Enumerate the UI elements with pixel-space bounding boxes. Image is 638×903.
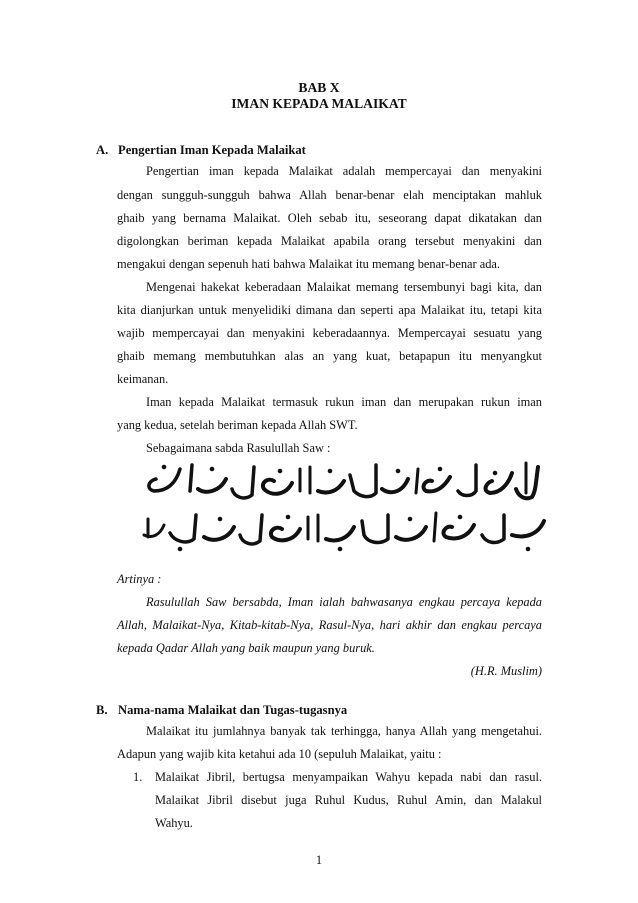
translation-line: Allah, Malaikat-Nya, Kitab-kitab-Nya, Rasul-Nya, hari akhir dan engkau percaya — [117, 618, 542, 632]
paragraph-line: ghaib memang membutuhkan alas an yang kuat, betapapun itu menyangkut — [117, 349, 542, 363]
paragraph-line: mengakui dengan sepenuh hati bahwa Malaikat itu memang benar-benar ada. — [117, 257, 501, 271]
list-item-continuation: Malaikat Jibril disebut juga Ruhul Kudus, Ruhul Amin, dan Malakul — [155, 793, 542, 807]
paragraph-line: Pengertian iman kepada Malaikat adalah mempercayai dan menyakini — [146, 164, 542, 178]
translation-line: Rasulullah Saw bersabda, Iman ialah bahwasanya engkau percaya kepada — [146, 595, 542, 609]
section-a-label: A. — [96, 143, 109, 157]
chapter-subtitle: IMAN KEPADA MALAIKAT — [231, 96, 407, 111]
paragraph-line: kita dianjurkan untuk menyelidiki dimana dan seperti apa Malaikat itu, tetapi kita — [117, 303, 542, 317]
paragraph-line: digolongkan beriman kepada Malaikat apabila orang tersebut menyakini dan — [117, 234, 542, 248]
chapter-title: BAB X — [298, 80, 340, 95]
list-item-continuation: Wahyu. — [155, 816, 193, 830]
paragraph-line: Iman kepada Malaikat termasuk rukun iman dan merupakan rukun iman — [146, 395, 542, 409]
paragraph-line: Malaikat itu jumlahnya banyak tak terhingga, hanya Allah yang mengetahui. — [146, 724, 542, 738]
section-b-title: Nama-nama Malaikat dan Tugas-tugasnya — [118, 703, 348, 717]
paragraph-line: Mengenai hakekat keberadaan Malaikat memang tersembunyi bagi kita, dan — [146, 280, 542, 294]
translation-line: kepada Qadar Allah yang baik maupun yang buruk. — [117, 641, 375, 655]
section-b-heading — [96, 703, 347, 718]
hadith-source: (H.R. Muslim) — [470, 664, 542, 678]
list-item-text: Malaikat Jibril, bertugsa menyampaikan Wahyu kepada nabi dan rasul. — [155, 770, 542, 784]
arabic-hadith-calligraphy-image — [140, 455, 548, 565]
page-number: 1 — [315, 853, 323, 867]
list-item-number: 1. — [133, 770, 143, 784]
paragraph-line: dengan sungguh-sungguh bahwa Allah benar-benar elah menciptakan mahluk — [117, 188, 542, 202]
section-a-title: Pengertian Iman Kepada Malaikat — [118, 143, 306, 157]
section-a-heading — [96, 143, 306, 158]
list-item — [133, 770, 542, 785]
paragraph-line: keimanan. — [117, 372, 169, 386]
paragraph-line: ghaib yang bernama Malaikat. Oleh sebab itu, seseorang dapat dikatakan dan — [117, 211, 542, 225]
paragraph-line: Sebagaimana sabda Rasulullah Saw : — [146, 441, 331, 455]
paragraph-line: yang kedua, setelah beriman kepada Allah SWT. — [117, 418, 358, 432]
translation-label: Artinya : — [117, 572, 162, 586]
paragraph-line: Adapun yang wajib kita ketahui ada 10 (sepuluh Malaikat, yaitu : — [117, 747, 442, 761]
section-b-label: B. — [96, 703, 108, 717]
paragraph-line: wajib mempercayai dan menyakini keberadaannya. Mempercayai sesuatu yang — [117, 326, 542, 340]
